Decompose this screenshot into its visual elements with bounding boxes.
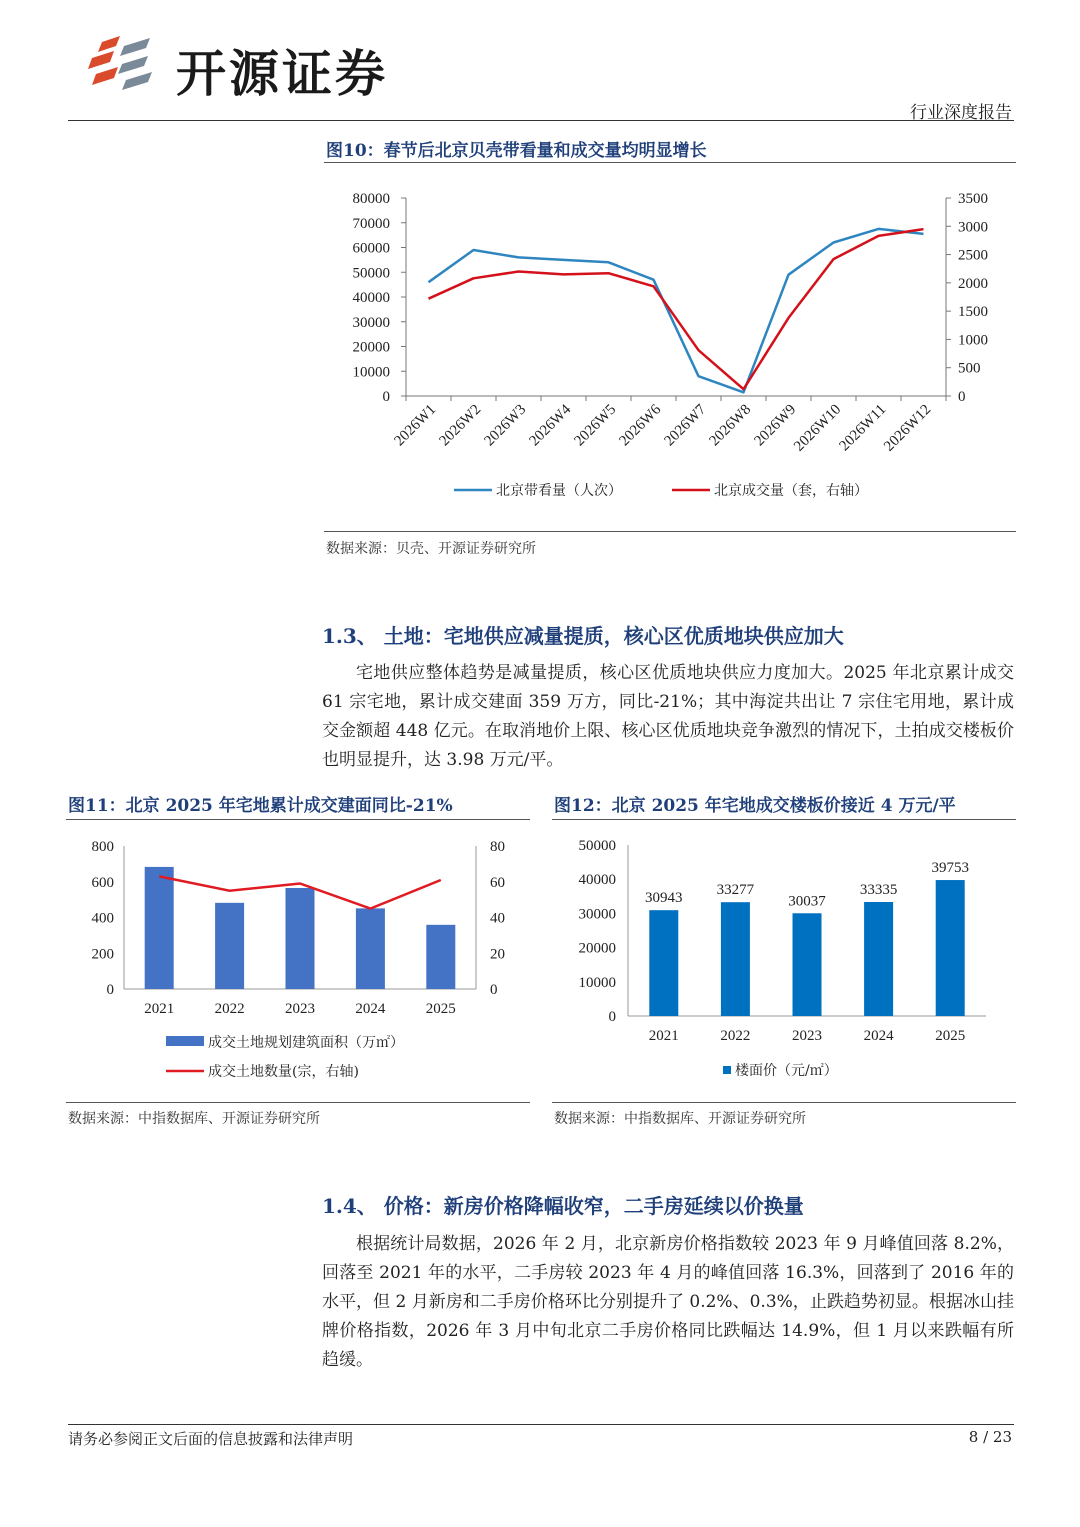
fig10-right-tick-label: 3500 — [958, 191, 988, 207]
fig11-left-tick-label: 800 — [91, 839, 114, 855]
company-logo-icon — [88, 34, 168, 96]
fig11-chart — [66, 826, 530, 1094]
fig12-x-tick-label: 2021 — [648, 1028, 679, 1044]
fig10-x-tick-label: 2026W2 — [436, 401, 485, 450]
footer-divider — [68, 1424, 1014, 1425]
fig12-bar — [649, 910, 678, 1016]
fig12-title: 图12：北京 2025 年宅地成交楼板价接近 4 万元/平 — [554, 796, 956, 816]
fig10-left-tick-label: 70000 — [352, 215, 390, 232]
fig11-right-tick-label: 20 — [490, 946, 505, 963]
fig12-data-label: 39753 — [931, 860, 969, 877]
section-1-4-paragraph: 根据统计局数据，2026 年 2 月，北京新房价格指数较 2023 年 9 月峰值回落 8.2%，回落至 2021 年的水平，二手房较 2023 年 4 月的峰值回落 16.3%，回落到了 2016 年的水平，但 2 月新房和二手房价格环比分别提升了 0.2%、0.3%，止跌趋势初显。根据冰山挂牌价格指数，2026 年 3 月中旬北京二手房价格同比跌幅达 14.9%，但 1 月以来跌幅有所趋缓。 — [322, 1234, 1014, 1370]
fig12-source: 数据来源：中指数据库、开源证券研究所 — [554, 1111, 806, 1127]
fig12-chart — [552, 826, 1016, 1094]
fig10-left-tick-label: 50000 — [352, 265, 390, 282]
fig12-bar — [864, 902, 893, 1016]
section-1-3-title: 1.3、 土地：宅地供应减量提质，核心区优质地块供应加大 — [322, 624, 844, 648]
fig10-chart — [324, 170, 1016, 520]
fig12-x-tick-label: 2023 — [792, 1028, 822, 1044]
fig10-x-tick-label: 2026W10 — [791, 401, 845, 455]
company-name: 开源证券 — [176, 45, 388, 103]
fig11-legend-swatch-bar — [166, 1036, 204, 1046]
fig11-source: 数据来源：中指数据库、开源证券研究所 — [68, 1111, 320, 1127]
fig10-right-tick-label: 0 — [958, 389, 966, 405]
fig10-x-tick-label: 2026W3 — [481, 401, 530, 450]
fig10-left-tick-label: 60000 — [352, 240, 390, 257]
fig12-bar — [936, 880, 965, 1016]
fig10-right-tick-label: 2000 — [958, 275, 988, 292]
fig12-x-tick-label: 2025 — [935, 1028, 966, 1044]
fig11-left-tick-label: 400 — [91, 910, 114, 927]
page-number: 8 / 23 — [968, 1428, 1012, 1446]
fig12-bottom-rule — [552, 1102, 1016, 1103]
fig11-bar — [426, 925, 455, 989]
fig12-y-tick-label: 40000 — [578, 872, 616, 889]
fig10-right-tick-label: 3000 — [958, 219, 988, 236]
fig10-left-tick-label: 0 — [382, 389, 390, 405]
fig12-x-tick-label: 2024 — [863, 1028, 894, 1044]
fig11-right-tick-label: 60 — [490, 874, 505, 891]
section-1-3-paragraph: 宅地供应整体趋势是减量提质，核心区优质地块供应力度加大。2025 年北京累计成交 61 宗宅地，累计成交建面 359 万方，同比-21%；其中海淀共出让 7 宗住宅用地，累计成交金额超 448 亿元。在取消地价上限、核心区优质地块竞争激烈的情况下，土拍成交楼板价也明显提升，达 3.98 万元/平。 — [322, 663, 1014, 770]
fig10-x-tick-label: 2026W1 — [391, 401, 440, 450]
fig12-y-tick-label: 10000 — [578, 974, 616, 991]
fig11-bottom-rule — [66, 1102, 530, 1103]
fig10-x-tick-label: 2026W8 — [706, 401, 755, 450]
fig10-left-tick-label: 20000 — [352, 339, 390, 356]
fig12-y-tick-label: 50000 — [578, 838, 616, 854]
fig10-x-tick-label: 2026W9 — [751, 401, 800, 450]
fig12-data-label: 30037 — [788, 893, 826, 910]
fig11-left-tick-label: 0 — [106, 982, 114, 998]
fig11-legend-label: 成交土地数量(宗，右轴) — [208, 1064, 359, 1080]
fig12-legend-swatch — [723, 1066, 731, 1074]
fig10-x-tick-label: 2026W5 — [571, 401, 620, 450]
fig10-right-tick-label: 500 — [958, 360, 981, 377]
fig11-bar — [356, 908, 385, 989]
fig10-x-tick-label: 2026W6 — [616, 401, 665, 450]
fig12-top-rule — [552, 819, 1016, 820]
fig12-bar — [721, 902, 750, 1016]
fig12-bar — [793, 913, 822, 1016]
fig11-bar — [286, 888, 315, 989]
fig11-bar — [145, 867, 174, 989]
fig12-y-tick-label: 0 — [608, 1009, 616, 1025]
fig12-data-label: 33335 — [859, 881, 898, 898]
fig11-top-rule — [66, 819, 530, 820]
fig10-right-tick-label: 1000 — [958, 332, 988, 349]
fig10-x-tick-label: 2026W11 — [836, 401, 890, 455]
fig10-x-tick-label: 2026W4 — [526, 401, 575, 450]
fig11-right-tick-label: 0 — [490, 982, 498, 998]
fig11-legend-label: 成交土地规划建筑面积（万㎡） — [208, 1035, 404, 1051]
footer-disclaimer: 请务必参阅正文后面的信息披露和法律声明 — [68, 1430, 354, 1448]
fig11-bar — [215, 903, 244, 989]
fig10-legend-label: 北京成交量（套，右轴） — [714, 483, 868, 499]
fig10-series-line-1 — [429, 229, 924, 392]
fig11-left-tick-label: 600 — [91, 874, 114, 891]
fig10-right-tick-label: 2500 — [958, 247, 988, 264]
fig10-left-tick-label: 80000 — [352, 191, 390, 207]
fig10-left-tick-label: 40000 — [352, 290, 390, 306]
fig10-x-tick-label: 2026W7 — [661, 401, 710, 450]
fig12-y-tick-label: 30000 — [578, 906, 616, 923]
fig10-series-line-2 — [429, 229, 924, 389]
fig11-right-tick-label: 40 — [490, 910, 505, 927]
fig10-left-tick-label: 10000 — [352, 364, 390, 381]
fig12-legend-label: 楼面价（元/㎡） — [735, 1063, 838, 1079]
header-divider — [68, 120, 1014, 121]
fig12-data-label: 33277 — [716, 882, 755, 899]
fig12-y-tick-label: 20000 — [578, 940, 616, 957]
fig10-legend-label: 北京带看量（人次） — [496, 483, 622, 499]
fig12-x-tick-label: 2022 — [720, 1028, 751, 1044]
fig10-top-rule — [324, 162, 1016, 163]
fig11-x-tick-label: 2025 — [425, 1001, 456, 1017]
fig10-source: 数据来源：贝壳、开源证券研究所 — [326, 541, 536, 557]
fig10-title: 图10：春节后北京贝壳带看量和成交量均明显增长 — [326, 141, 707, 161]
fig10-bottom-rule — [324, 531, 1016, 532]
fig11-x-tick-label: 2021 — [144, 1001, 175, 1017]
fig10-x-tick-label: 2026W12 — [881, 401, 935, 455]
fig11-x-tick-label: 2023 — [285, 1001, 315, 1017]
section-1-4-title: 1.4、 价格：新房价格降幅收窄，二手房延续以价换量 — [322, 1194, 804, 1218]
fig11-left-tick-label: 200 — [91, 946, 114, 963]
fig11-right-tick-label: 80 — [490, 839, 505, 855]
fig12-data-label: 30943 — [645, 890, 683, 907]
report-type: 行业深度报告 — [910, 103, 1012, 123]
fig10-right-tick-label: 1500 — [958, 304, 988, 321]
fig11-x-tick-label: 2024 — [355, 1001, 386, 1017]
fig10-left-tick-label: 30000 — [352, 314, 390, 331]
fig11-title: 图11：北京 2025 年宅地累计成交建面同比-21% — [68, 796, 453, 816]
fig11-x-tick-label: 2022 — [214, 1001, 245, 1017]
